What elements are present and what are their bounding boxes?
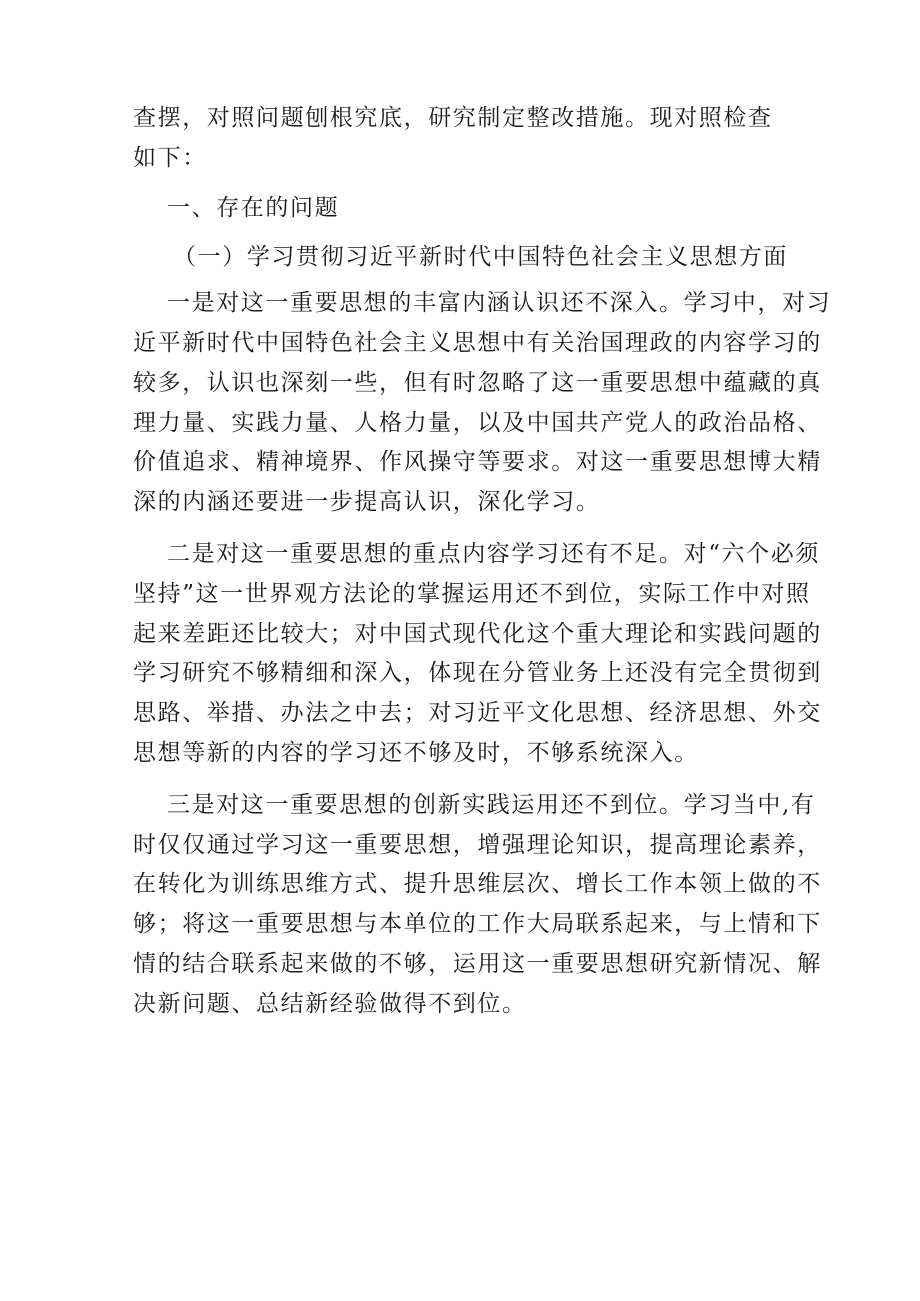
intro-paragraph [133,99,798,179]
paragraph-1-line-3: 较多，认识也深刻一些，但有时忽略了这一重要思想中蕴藏的真 [133,369,822,396]
paragraph-3 [133,786,822,1025]
paragraph-3-line-4: 够；将这一重要思想与本单位的工作大局联系起来，与上情和下 [133,911,822,938]
paragraph-3-line-3: 在转化为训练思维方式、提升思维层次、增长工作本领上做的不 [133,871,822,898]
paragraph-2-line-1: 二是对这一重要思想的重点内容学习还有不足。对“六个必须 [167,540,820,567]
paragraph-2-line-3: 起来差距还比较大；对中国式现代化这个重大理论和实践问题的 [133,620,822,647]
paragraph-1 [133,284,832,523]
paragraph-1-line-2: 近平新时代中国特色社会主义思想中有关治国理政的内容学习的 [133,329,822,356]
paragraph-3-line-2: 时仅仅通过学习这一重要思想，增强理论知识，提高理论素养， [133,831,822,858]
paragraph-2-line-6: 思想等新的内容的学习还不够及时，不够系统深入。 [133,739,699,766]
paragraph-2-line-2: 坚持”这一世界观方法论的掌握运用还不到位，实际工作中对照 [133,580,811,607]
paragraph-2-line-4: 学习研究不够精细和深入，体现在分管业务上还没有完全贯彻到 [133,660,822,687]
paragraph-3-line-6: 决新问题、总结新经验做得不到位。 [133,990,527,1017]
paragraph-1-line-1: 一是对这一重要思想的丰富内涵认识还不深入。学习中，对习 [167,290,832,317]
paragraph-1-line-4: 理力量、实践力量、人格力量，以及中国共产党人的政治品格、 [133,409,822,436]
subsection-heading: （一）学习贯彻习近平新时代中国特色社会主义思想方面 [173,244,788,271]
section-heading: 一、存在的问题 [167,194,340,221]
paragraph-3-line-1: 三是对这一重要思想的创新实践运用还不到位。学习当中,有 [167,791,816,818]
intro-line-2: 如下： [133,144,207,171]
paragraph-1-line-6: 深的内涵还要进一步提高认识，深化学习。 [133,489,601,516]
paragraph-2 [133,535,822,774]
paragraph-3-line-5: 情的结合联系起来做的不够，运用这一重要思想研究新情况、解 [133,950,822,977]
paragraph-1-line-5: 价值追求、精神境界、作风操守等要求。对这一重要思想博大精 [133,449,822,476]
document-body [133,99,832,1025]
intro-line-1: 查摆，对照问题刨根究底，研究制定整改措施。现对照检查 [133,105,773,131]
paragraph-2-line-5: 思路、举措、办法之中去；对习近平文化思想、经济思想、外交 [133,700,822,727]
